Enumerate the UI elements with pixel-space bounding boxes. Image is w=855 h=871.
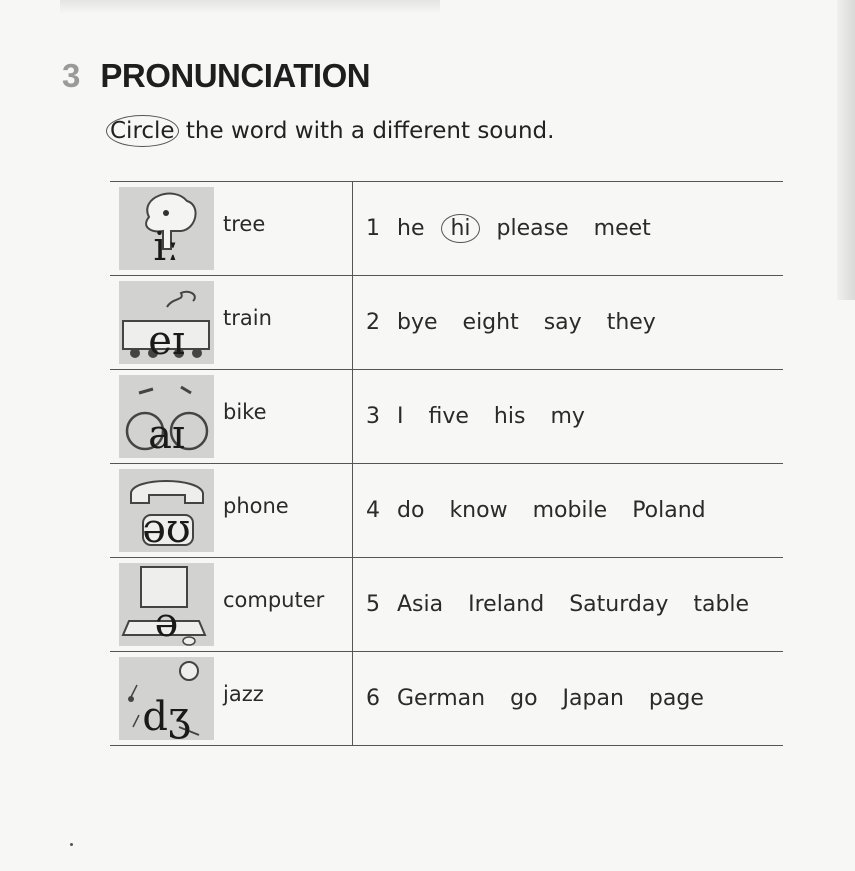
- key-word: computer: [223, 588, 325, 612]
- word-option[interactable]: five: [428, 404, 469, 429]
- word-option[interactable]: German: [397, 686, 486, 711]
- ipa-symbol: iː: [153, 224, 180, 270]
- scan-edge-shadow: [837, 0, 855, 300]
- ipa-symbol: dʒ: [142, 694, 191, 740]
- ipa-symbol: aɪ: [148, 412, 185, 458]
- table-row: [110, 464, 783, 558]
- section-number: 3: [62, 57, 81, 94]
- table-row: [110, 652, 783, 746]
- tree-icon: [119, 187, 214, 270]
- word-option[interactable]: please: [496, 216, 569, 241]
- ipa-symbol: eɪ: [148, 318, 185, 364]
- word-option[interactable]: say: [543, 310, 582, 335]
- item-number: 5: [366, 592, 380, 617]
- word-option-circled[interactable]: hi: [441, 214, 479, 243]
- computer-icon: [119, 563, 214, 646]
- word-option[interactable]: Asia: [397, 592, 444, 617]
- bike-icon: [119, 375, 214, 458]
- item-number: 4: [366, 498, 380, 523]
- word-option[interactable]: bye: [397, 310, 438, 335]
- word-option[interactable]: table: [693, 592, 750, 617]
- word-option[interactable]: go: [510, 686, 538, 711]
- word-option[interactable]: Ireland: [468, 592, 545, 617]
- table-row: [110, 182, 783, 276]
- word-option[interactable]: I: [397, 404, 404, 429]
- key-word: train: [223, 306, 272, 330]
- instruction-text: [110, 118, 554, 144]
- table-row: [110, 370, 783, 464]
- ipa-symbol: əʊ: [142, 506, 191, 552]
- word-option[interactable]: he: [397, 216, 425, 241]
- scan-smudge: [60, 0, 440, 14]
- word-option[interactable]: Poland: [632, 498, 706, 523]
- table-row: [110, 558, 783, 652]
- instruction-circled-word: Circle: [106, 115, 179, 147]
- key-word: phone: [223, 494, 289, 518]
- section-heading: [62, 56, 370, 96]
- word-option[interactable]: know: [449, 498, 508, 523]
- word-option[interactable]: my: [550, 404, 585, 429]
- page-dot: [70, 843, 73, 846]
- word-option[interactable]: eight: [462, 310, 519, 335]
- train-icon: [119, 281, 214, 364]
- key-word: jazz: [223, 682, 264, 706]
- pronunciation-table: [110, 181, 783, 746]
- item-number: 1: [366, 216, 380, 241]
- word-option[interactable]: mobile: [532, 498, 608, 523]
- word-option[interactable]: Saturday: [569, 592, 669, 617]
- word-option[interactable]: meet: [593, 216, 651, 241]
- word-option[interactable]: do: [397, 498, 425, 523]
- word-choices: [366, 498, 724, 523]
- word-option[interactable]: Japan: [562, 686, 624, 711]
- key-word: tree: [223, 212, 266, 236]
- section-title: PRONUNCIATION: [100, 57, 371, 94]
- item-number: 3: [366, 404, 380, 429]
- item-number: 6: [366, 686, 380, 711]
- word-option[interactable]: they: [606, 310, 656, 335]
- word-choices: [366, 404, 603, 429]
- word-option[interactable]: his: [493, 404, 526, 429]
- jazz-musician-icon: [119, 657, 214, 740]
- word-option[interactable]: page: [648, 686, 704, 711]
- word-choices: [366, 686, 722, 711]
- word-choices: [366, 592, 767, 617]
- key-word: bike: [223, 400, 267, 424]
- ipa-symbol: ə: [154, 600, 179, 646]
- instruction-rest: the word with a different sound.: [178, 118, 555, 144]
- word-choices: [366, 310, 674, 335]
- word-choices: [366, 216, 669, 241]
- table-row: [110, 276, 783, 370]
- item-number: 2: [366, 310, 380, 335]
- phone-icon: [119, 469, 214, 552]
